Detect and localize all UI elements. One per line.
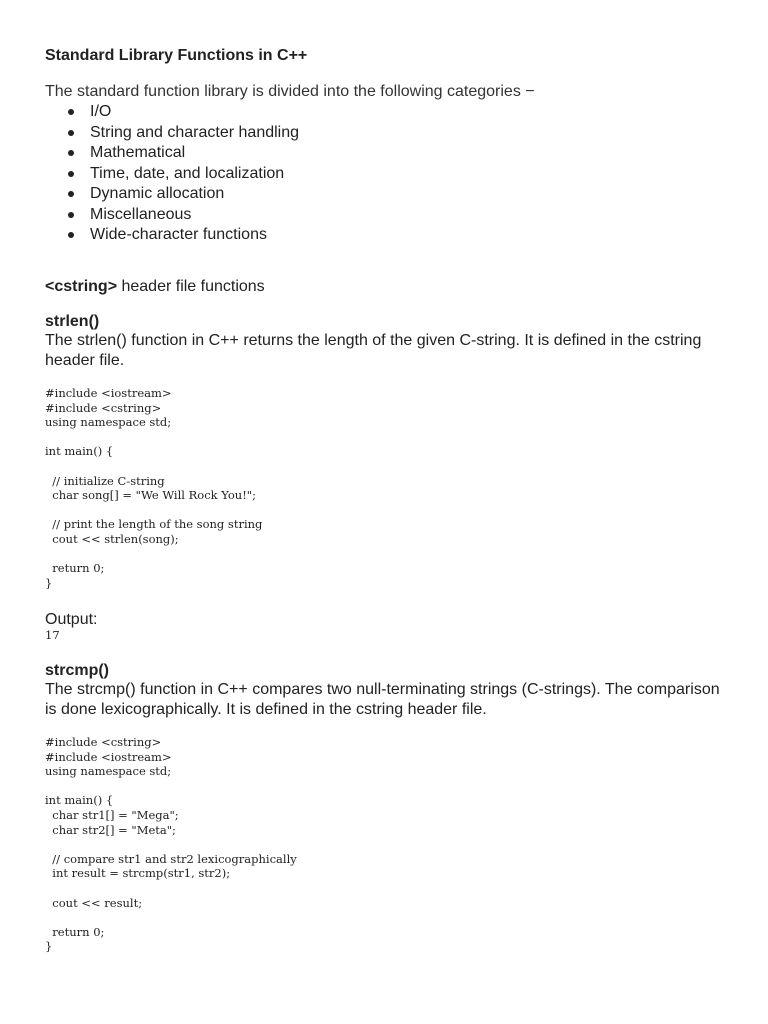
category-list [45, 102, 299, 246]
page-title: Standard Library Functions in C++ [45, 47, 308, 64]
list-item: String and character handling [45, 123, 299, 144]
list-item: Mathematical [45, 143, 299, 164]
list-item: Wide-character functions [45, 225, 299, 246]
list-item: I/O [45, 102, 299, 123]
strcmp-title: strcmp() [45, 662, 110, 679]
strlen-title: strlen() [45, 313, 100, 330]
list-item: Miscellaneous [45, 205, 299, 226]
cstring-section-heading [45, 277, 265, 297]
strlen-description: The strlen() function in C++ returns the length of the given C-string. It is defined in the cstring header file. [45, 332, 702, 369]
cstring-heading-rest: header file functions [117, 278, 265, 295]
strcmp-description: The strcmp() function in C++ compares two null-terminating strings (C-strings). The comparison is done lexicographically. It is defined in the cstring header file. [45, 681, 720, 718]
strlen-code-block: #include <iostream> #include <cstring> using namespace std; int main() { // initialize C-string char song[] = "We Will Rock You!"; // print the length of the song string cout << strlen(song); return 0; } [45, 386, 263, 590]
strlen-output-value: 17 [45, 628, 60, 642]
output-label: Output: [45, 611, 98, 628]
strcmp-code-block: #include <cstring> #include <iostream> using namespace std; int main() { char str1[] = "Mega"; char str2[] = "Meta"; // compare str1 and str2 lexicographically int result = strcmp(str1, str2); cout << result; return 0; } [45, 735, 297, 954]
cstring-header-name: <cstring> [45, 278, 118, 295]
list-item: Time, date, and localization [45, 164, 299, 185]
list-item: Dynamic allocation [45, 184, 299, 205]
intro-text: The standard function library is divided into the following categories − [45, 83, 535, 100]
